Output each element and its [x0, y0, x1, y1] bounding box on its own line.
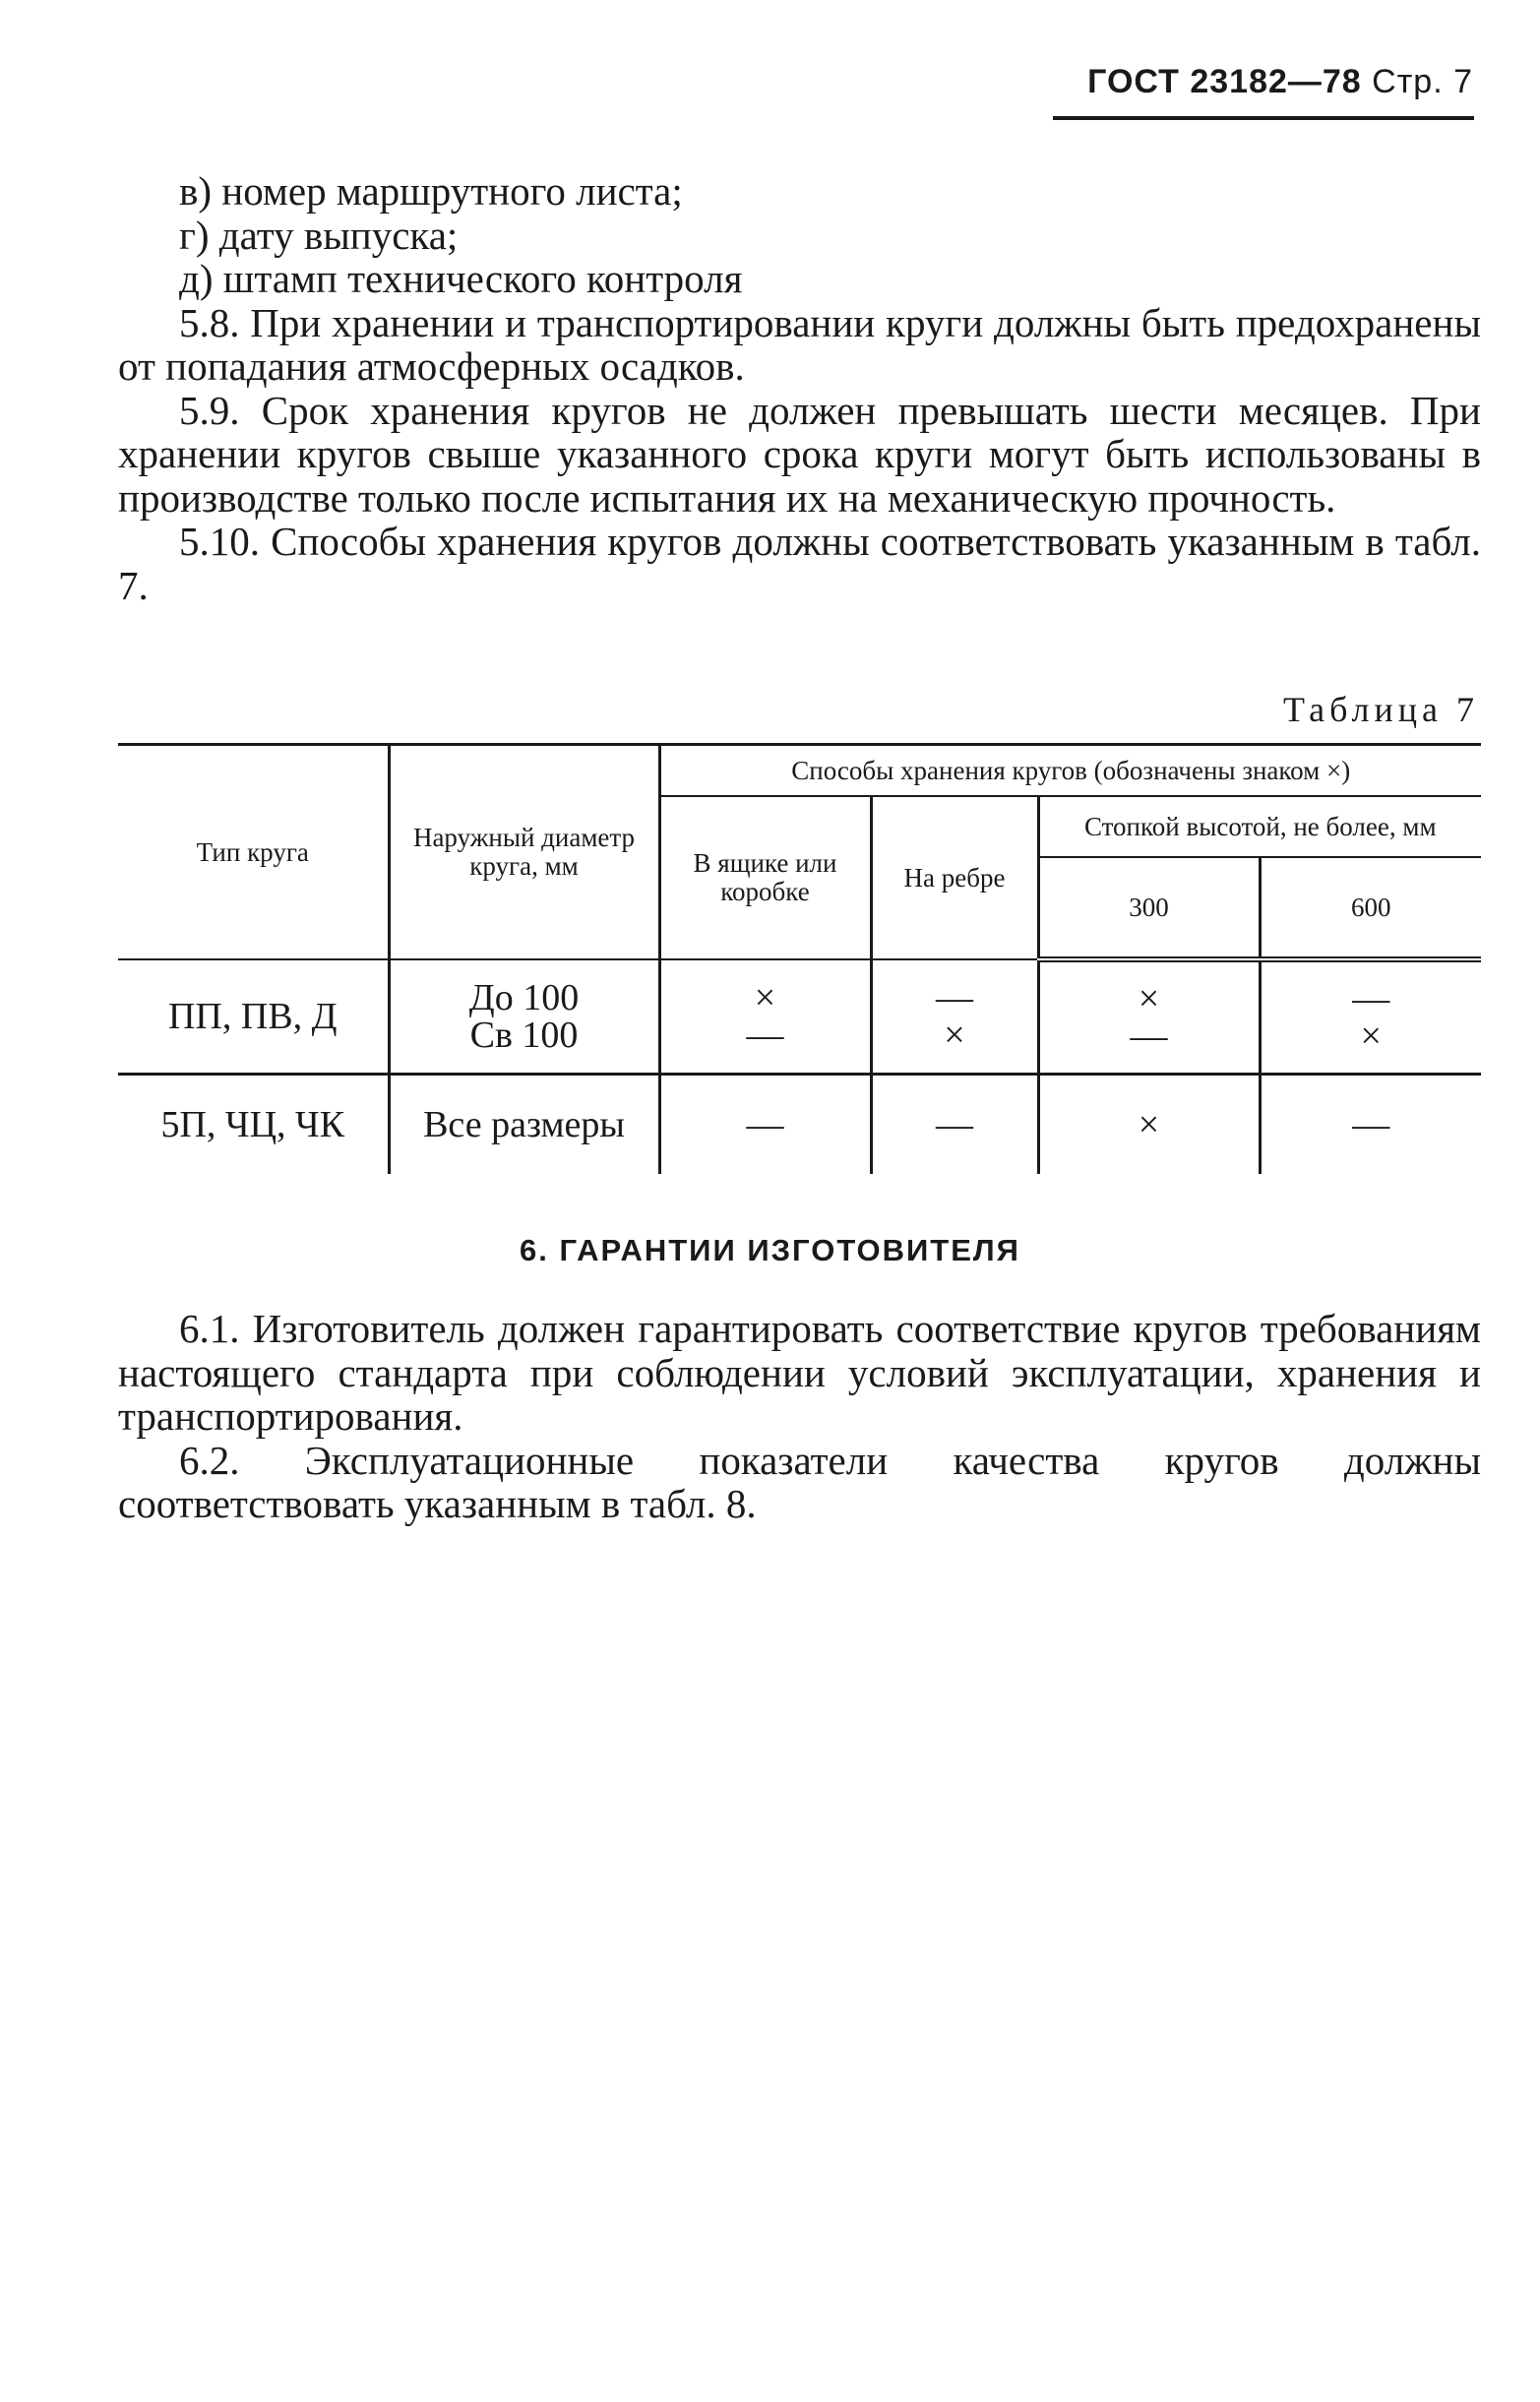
header-diameter: Наружный диаметр круга, мм [389, 745, 659, 960]
document-number: ГОСТ 23182—78 [1087, 63, 1362, 100]
page-number: Стр. 7 [1372, 63, 1473, 100]
body-text-top [118, 169, 1481, 607]
header-600: 600 [1260, 857, 1481, 959]
cell-type: ПП, ПВ, Д [118, 959, 389, 1075]
paragraph-6-2: 6.2. Эксплуатационные показатели качества кругов должны соответствовать указанным в табл. 8. [118, 1437, 1481, 1526]
header-type: Тип круга [118, 745, 389, 960]
diameter-value: Св 100 [469, 1015, 579, 1056]
header-methods: Способы хранения кругов (обозначены знаком ×) [659, 745, 1481, 797]
body-text-bottom [118, 1307, 1481, 1526]
mark: — [936, 977, 973, 1018]
mark: × [1360, 1016, 1382, 1057]
table-caption: Таблица 7 [1283, 690, 1479, 729]
header-rule [1053, 116, 1474, 120]
paragraph-5-10: 5.10. Способы хранения кругов должны соответствовать указанным в табл. 7. [118, 519, 1481, 608]
cell-box: — [659, 1075, 871, 1175]
list-item: д) штамп технического контроля [179, 256, 743, 301]
cell-300 [1038, 959, 1260, 1075]
paragraph-5-9: 5.9. Срок хранения кругов не должен превышать шести месяцев. При хранении кругов свыше указанного срока круги могут быть использованы в производстве только после испытания их на механическую прочность. [118, 387, 1481, 521]
paragraph-6-1: 6.1. Изготовитель должен гарантировать соответствие кругов требованиям настоящего стандарта при соблюдении условий эксплуатации, хранения и транспортирования. [118, 1306, 1481, 1439]
cell-edge [871, 959, 1038, 1075]
cell-diameter: Все размеры [389, 1075, 659, 1175]
cell-600: — [1260, 1075, 1481, 1175]
cell-edge: — [871, 1075, 1038, 1175]
mark: × [754, 977, 776, 1018]
mark: — [746, 1015, 784, 1056]
paragraph-5-8: 5.8. При хранении и транспортировании круги должны быть предохранены от попадания атмосферных осадков. [118, 299, 1481, 389]
mark: × [944, 1015, 965, 1056]
mark: — [1130, 1016, 1168, 1057]
header-box: В ящике или коробке [659, 796, 871, 959]
header-stack: Стопкой высотой, не более, мм [1038, 796, 1481, 857]
cell-300: × [1038, 1075, 1260, 1175]
storage-table [118, 743, 1481, 1174]
table-row [118, 959, 1481, 1075]
page-header [1087, 63, 1473, 101]
mark: × [1138, 978, 1160, 1019]
header-edge: На ребре [871, 796, 1038, 959]
cell-type: 5П, ЧЦ, ЧК [118, 1075, 389, 1175]
cell-600 [1260, 959, 1481, 1075]
list-item: в) номер маршрутного листа; [179, 168, 683, 214]
section-title: 6. ГАРАНТИИ ИЗГОТОВИТЕЛЯ [520, 1233, 1020, 1267]
list-item: г) дату выпуска; [179, 212, 459, 258]
diameter-value: До 100 [468, 977, 580, 1018]
header-300: 300 [1038, 857, 1260, 959]
table-row [118, 1075, 1481, 1175]
mark: — [1352, 978, 1390, 1019]
cell-box [659, 959, 871, 1075]
cell-diameter [389, 959, 659, 1075]
